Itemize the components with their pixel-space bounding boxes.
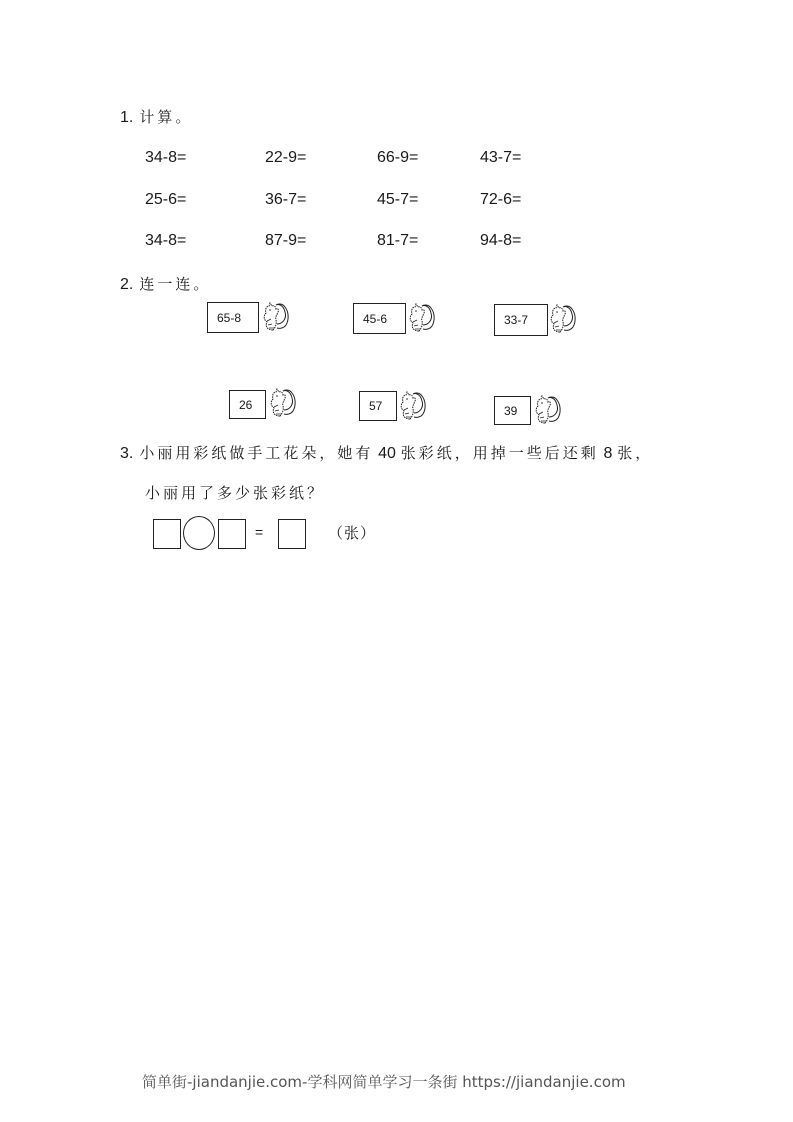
expression: 45-6 <box>363 311 388 326</box>
squirrel-icon <box>259 300 291 334</box>
calc-item: 34-8= <box>145 232 187 249</box>
calc-item: 81-7= <box>377 232 419 249</box>
answer-value: 26 <box>239 397 253 412</box>
match-box-top-2[interactable] <box>353 303 406 334</box>
calc-item: 87-9= <box>265 232 307 249</box>
question-text: 连一连。 <box>139 275 212 293</box>
answer-box-operand-2[interactable] <box>218 519 246 549</box>
question-text: 小丽用彩纸做手工花朵，她有 <box>139 444 374 462</box>
expression: 65-8 <box>217 310 242 325</box>
question-2-title <box>120 275 211 294</box>
footer-watermark: 简单街-jiandanjie.com-学科网简单学习一条街 https://jiandanjie.com <box>142 1073 626 1091</box>
answer-circle-operator[interactable] <box>183 516 215 550</box>
calc-item: 94-8= <box>480 232 522 249</box>
squirrel-icon <box>546 302 578 336</box>
question-text: 张， <box>617 444 654 462</box>
calc-item: 22-9= <box>265 149 307 166</box>
calc-item: 25-6= <box>145 191 187 208</box>
answer-box-result[interactable] <box>278 519 306 549</box>
calc-item: 43-7= <box>480 149 522 166</box>
calc-item: 72-6= <box>480 191 522 208</box>
squirrel-icon <box>266 386 298 420</box>
squirrel-icon <box>405 301 437 335</box>
answer-box-operand-1[interactable] <box>153 519 181 549</box>
question-number: 1. <box>120 109 134 126</box>
question-number: 3. <box>120 445 134 462</box>
squirrel-icon <box>396 389 428 423</box>
number-value: 40 <box>378 445 396 462</box>
calc-item: 36-7= <box>265 191 307 208</box>
answer-value: 39 <box>504 403 518 418</box>
match-box-bottom-3[interactable] <box>494 396 531 425</box>
question-1-title <box>120 108 193 127</box>
answer-value: 57 <box>369 399 383 413</box>
calc-item: 34-8= <box>145 149 187 166</box>
question-text: 计算。 <box>139 108 194 126</box>
equals-sign: = <box>255 524 264 540</box>
match-box-top-3[interactable] <box>494 304 548 336</box>
unit-label: （张） <box>328 524 377 542</box>
calc-item: 45-7= <box>377 191 419 208</box>
calc-item: 66-9= <box>377 149 419 166</box>
question-number: 2. <box>120 276 134 293</box>
match-box-bottom-1[interactable] <box>229 390 266 419</box>
match-box-top-1[interactable] <box>207 302 259 333</box>
expression: 33-7 <box>504 313 529 327</box>
question-text: 张彩纸，用掉一些后还剩 <box>400 444 599 462</box>
squirrel-icon <box>531 393 563 427</box>
number-value: 8 <box>603 445 613 462</box>
question-3-line-2: 小丽用了多少张彩纸？ <box>145 484 326 502</box>
match-box-bottom-2[interactable] <box>359 391 397 421</box>
question-3-line-1 <box>120 442 653 463</box>
